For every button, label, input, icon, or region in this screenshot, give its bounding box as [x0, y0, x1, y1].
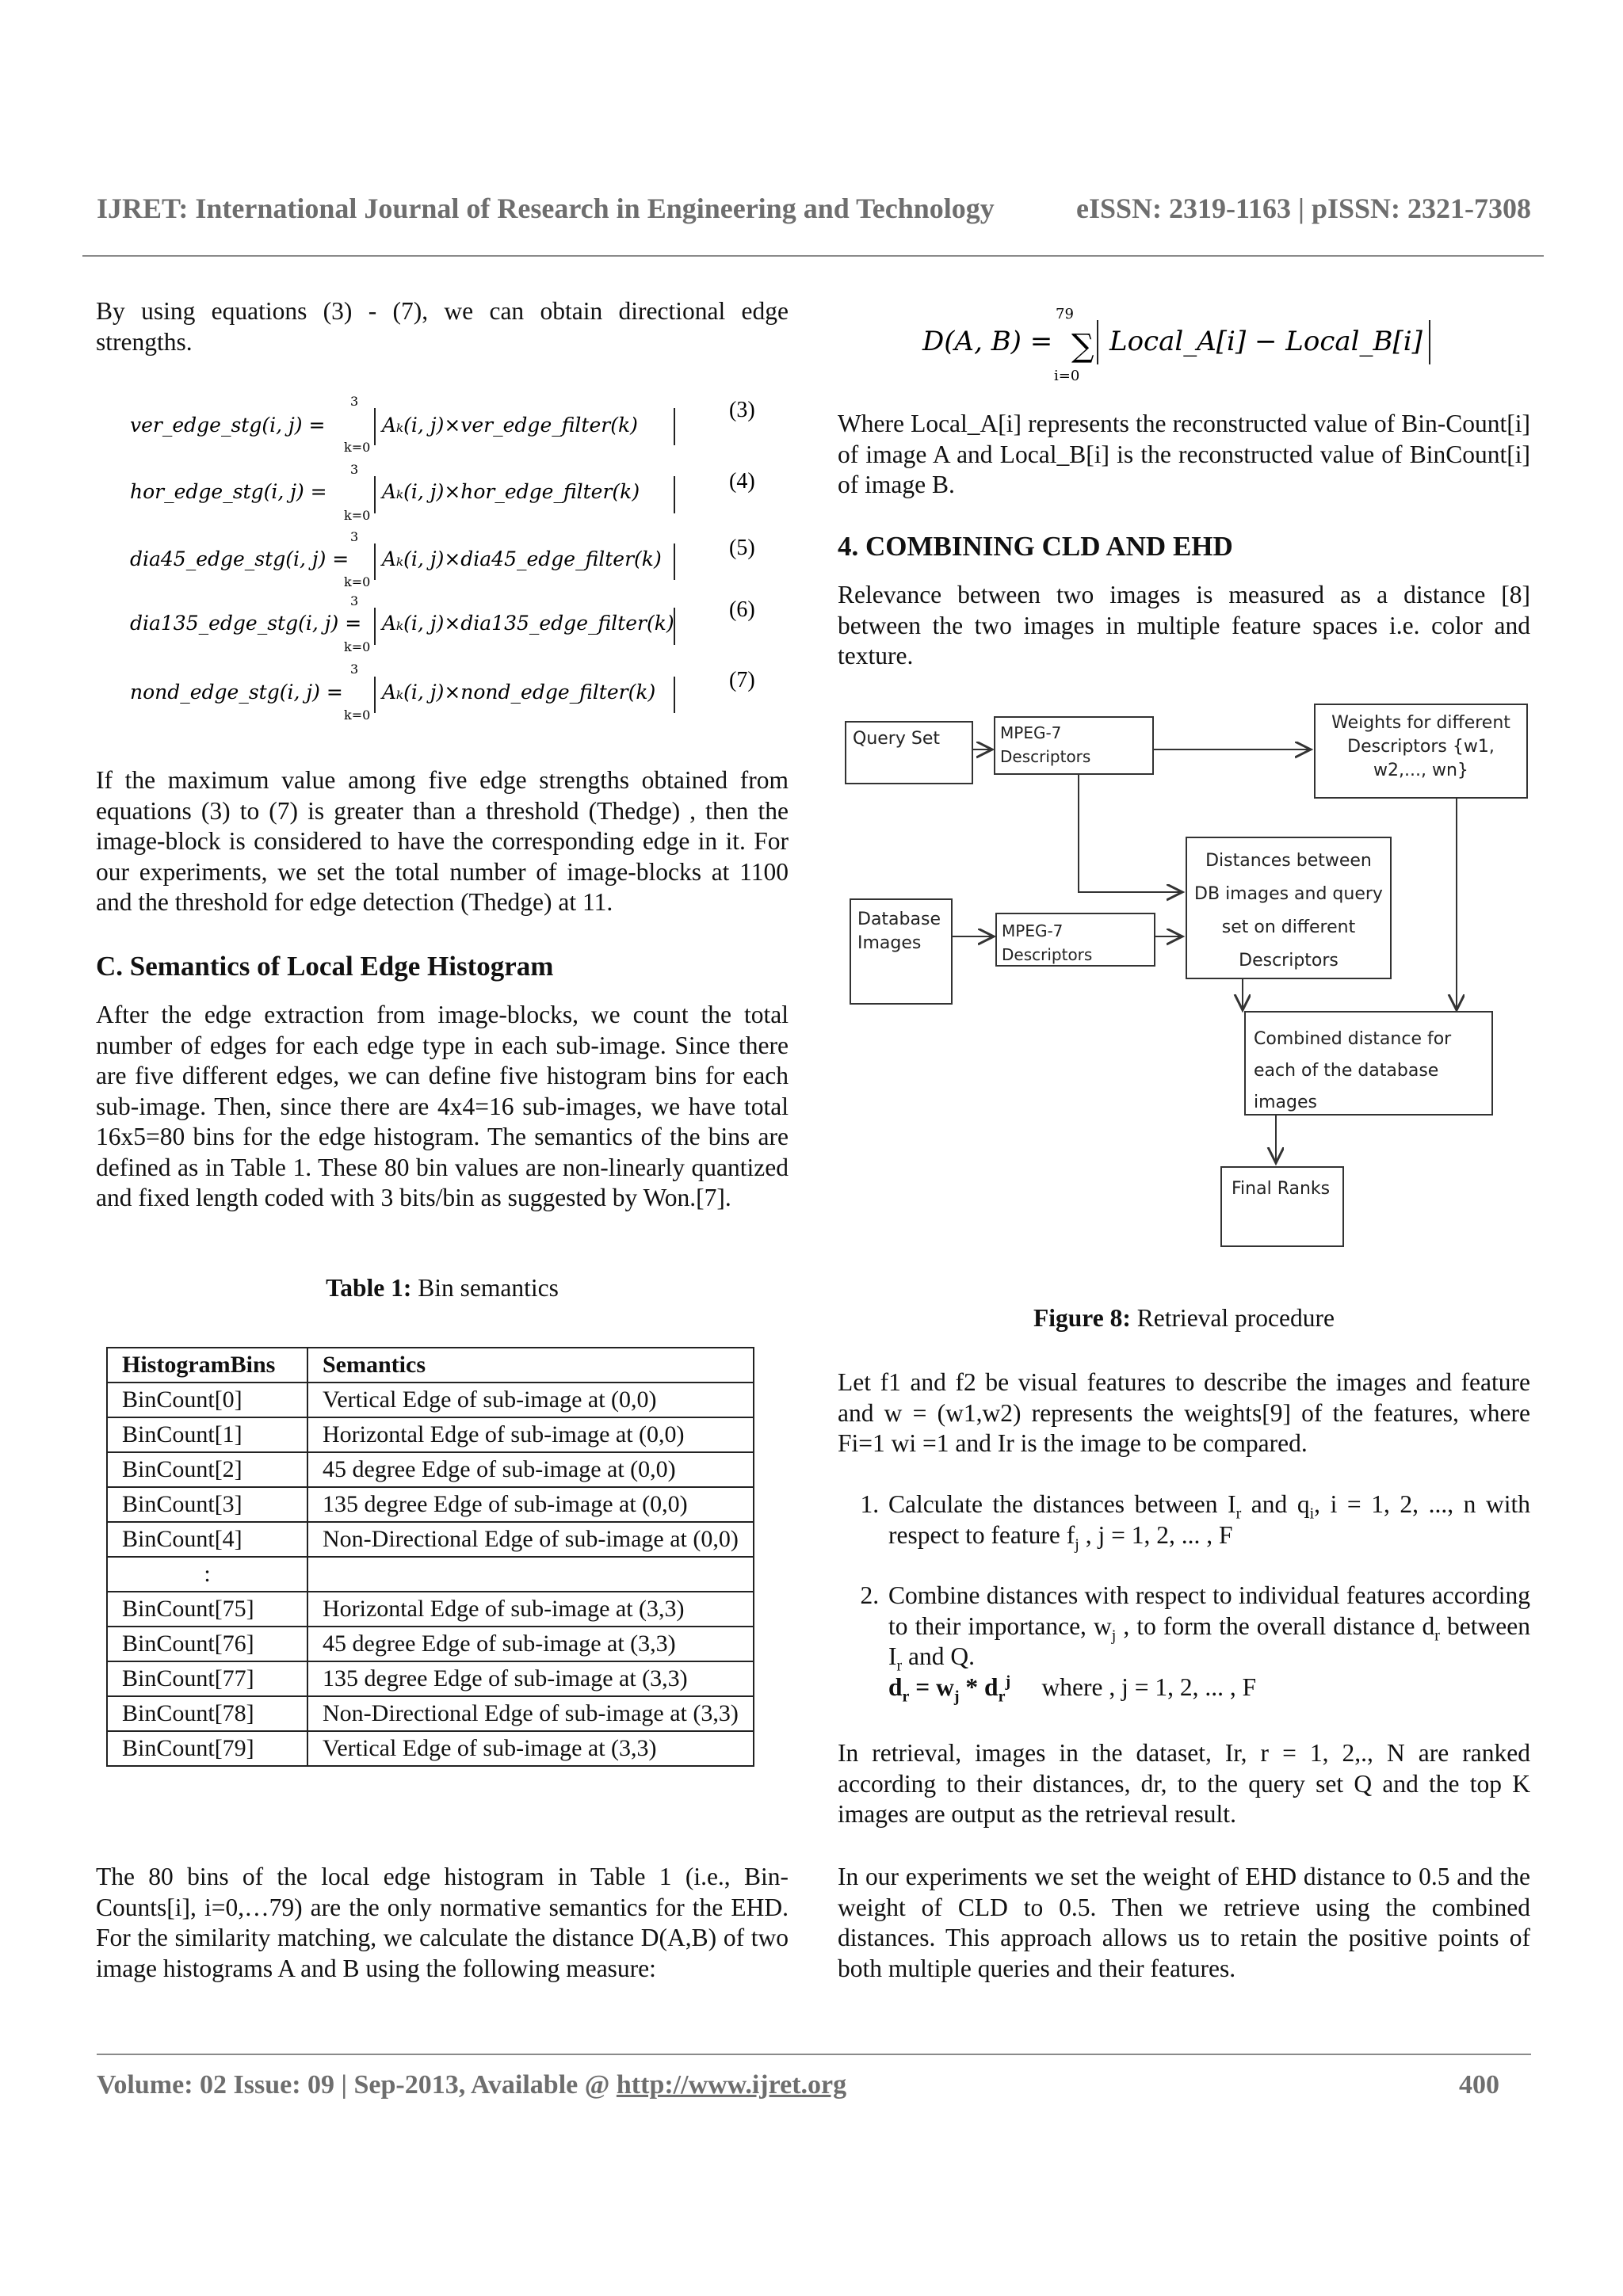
bin-name-cell: BinCount[2]	[107, 1452, 307, 1487]
eq5-sum-upper: 3	[350, 529, 359, 544]
bin-name-cell: BinCount[3]	[107, 1487, 307, 1522]
step1-sub-i: i	[1309, 1505, 1315, 1523]
combined-distance-label: Combined distance for each of the database images	[1254, 1029, 1452, 1112]
eq6-number: (6)	[729, 597, 755, 622]
arrow-mpeg-top-to-distances	[1079, 767, 1182, 892]
steps-list	[838, 1489, 1530, 1703]
eq4-number: (4)	[729, 469, 755, 494]
eq7-number: (7)	[729, 668, 755, 692]
step1-text-c: , i = 1, 2, ..., n with respect to feature f	[888, 1490, 1530, 1549]
weights-label: Weights for different Descriptors {w1, w2,..., wn}	[1331, 713, 1510, 780]
formula-d: d	[888, 1672, 903, 1701]
equation-3	[130, 394, 755, 455]
step2-text-d: and Q.	[902, 1642, 976, 1670]
semantics-cell: Non-Directional Edge of sub-image at (3,3)	[307, 1696, 754, 1731]
eq4-lhs: hor_edge_stg(i, j) =	[130, 480, 327, 503]
eq7-sum-lower: k=0	[344, 707, 371, 723]
distance-eq-lower: i=0	[1054, 368, 1080, 384]
eq6-rhs: Aₖ(i, j)×dia135_edge_filter(k)	[382, 612, 674, 635]
eq5-lhs: dia45_edge_stg(i, j) =	[130, 547, 349, 570]
footer-volume-text: Volume: 02 Issue: 09 | Sep-2013, Available @	[97, 2070, 617, 2100]
measure-paragraph: The 80 bins of the local edge histogram in Table 1 (i.e., Bin-Counts[i], i=0,…79) are the only normative semantics for the EHD. For the similarity matching, we calculate the distance D(A,B) of two image histograms A and B using the following measure:	[96, 1863, 789, 1982]
journal-title: IJRET: International Journal of Research in Engineering and Technology	[97, 193, 995, 224]
page-number: 400	[1459, 2070, 1499, 2100]
retrieval-paragraph: In retrieval, images in the dataset, Ir, r = 1, 2,., N are ranked according to their distances, dr, to the query set Q and the top K images are output as the retrieval result.	[838, 1739, 1530, 1828]
bin-name-cell: BinCount[76]	[107, 1627, 307, 1661]
distance-eq-lhs: D(A, B) =	[922, 326, 1053, 357]
eq6-lhs: dia135_edge_stg(i, j) =	[130, 612, 362, 635]
combined-distance-box	[1244, 1011, 1493, 1116]
equation-5	[130, 529, 755, 589]
intro-paragraph: By using equations (3) - (7), we can obtain directional edge strengths.	[96, 297, 789, 356]
eq5-sum-lower: k=0	[344, 574, 371, 589]
mpeg7-descriptors-bottom-box	[995, 913, 1155, 967]
formula-star: * d	[959, 1672, 999, 1701]
semantics-paragraph: After the edge extraction from image-blocks, we count the total number of edges for each edge type in each sub-image. Since there are five different edges, we can define five histogram bins for each sub-image. Then, since there are 4x4=16 sub-images, we have total 16x5=80 bins for the edge histogram. The semantics of the bins are defined as in Table 1. These 80 bin values are non-linearly quantized and fixed length coded with 3 bits/bin as suggested by Won.[7].	[96, 1001, 789, 1211]
journal-link[interactable]: http://www.ijret.org	[616, 2070, 847, 2100]
step2-text-c: between I	[888, 1611, 1530, 1670]
bin-name-cell: BinCount[77]	[107, 1661, 307, 1696]
equation-4	[130, 462, 755, 523]
step1-sub-j: j	[1075, 1535, 1079, 1553]
section-c-heading: C. Semantics of Local Edge Histogram	[96, 951, 554, 982]
eq3-sum-upper: 3	[350, 394, 359, 409]
semantics-cell: Vertical Edge of sub-image at (0,0)	[307, 1383, 754, 1417]
distance-eq-sigma: ∑	[1071, 328, 1094, 364]
table-header-semantics: Semantics	[307, 1348, 754, 1383]
retrieval-procedure-figure	[838, 697, 1536, 1260]
distance-eq-rhs: Local_A[i] − Local_B[i]	[1109, 326, 1423, 357]
eq5-number: (5)	[729, 536, 755, 560]
features-paragraph: Let f1 and f2 be visual features to describe the images and feature and w = (w1,w2) represents the weights[9] of the features, where Fi=1 wi =1 and Ir is the image to be compared.	[838, 1368, 1530, 1457]
semantics-cell: Horizontal Edge of sub-image at (0,0)	[307, 1417, 754, 1452]
final-ranks-box	[1220, 1166, 1344, 1247]
weights-paragraph: In our experiments we set the weight of EHD distance to 0.5 and the weight of CLD to 0.5. Then we retrieve using the combined distances. This approach allows us to retain the positive points of both multiple queries and their features.	[838, 1863, 1530, 1982]
combine-formula: $d_r = w_j * d_r^j$ where , j = 1, 2, ... , F	[888, 1672, 1257, 1705]
step2-sub-r: r	[1434, 1626, 1440, 1644]
local-definition-paragraph: Where Local_A[i] represents the reconstructed value of Bin-Count[i] of image A and Local_B[i] is the reconstructed value of BinCount[i] of image B.	[838, 410, 1530, 498]
figure-caption-text: Retrieval procedure	[1136, 1304, 1335, 1332]
table-row	[107, 1452, 754, 1487]
table-row	[107, 1661, 754, 1696]
header-rule	[82, 255, 1544, 257]
equation-7	[130, 662, 755, 723]
step-1	[885, 1489, 1530, 1553]
eq3-number: (3)	[729, 398, 755, 422]
query-set-label: Query Set	[853, 729, 940, 749]
table-row	[107, 1627, 754, 1661]
edge-equations-svg	[127, 388, 761, 737]
semantics-cell: 45 degree Edge of sub-image at (3,3)	[307, 1627, 754, 1661]
bin-name-cell: BinCount[79]	[107, 1731, 307, 1766]
eq3-rhs: Aₖ(i, j)×ver_edge_filter(k)	[382, 414, 638, 437]
step2-text-b: , to form the overall distance d	[1116, 1611, 1435, 1640]
bin-name-cell: BinCount[78]	[107, 1696, 307, 1731]
table-row	[107, 1557, 754, 1592]
step1-sub-r: r	[1235, 1505, 1242, 1523]
weights-box	[1314, 704, 1528, 799]
edge-equations	[127, 388, 761, 737]
eq4-rhs: Aₖ(i, j)×hor_edge_filter(k)	[382, 480, 640, 503]
step1-text-a: Calculate the distances between I	[888, 1490, 1236, 1518]
table-row	[107, 1383, 754, 1417]
issn: eISSN: 2319-1163 | pISSN: 2321-7308	[1076, 193, 1531, 224]
query-set-box	[845, 721, 973, 784]
eq4-sum-upper: 3	[350, 462, 359, 477]
bin-semantics-table	[106, 1347, 754, 1767]
mpeg7-bottom-label: MPEG-7 Descriptors	[1002, 921, 1093, 964]
table-row	[107, 1522, 754, 1557]
footer-volume	[97, 2070, 846, 2100]
table-header-bins: HistogramBins	[107, 1348, 307, 1383]
bin-semantics-table-wrap	[106, 1347, 754, 1767]
semantics-cell	[307, 1557, 754, 1592]
eq6-sum-upper: 3	[350, 593, 359, 608]
eq3-lhs: ver_edge_stg(i, j) =	[130, 414, 326, 437]
eq4-sum-lower: k=0	[344, 508, 371, 523]
step-2	[885, 1581, 1530, 1703]
eq6-sum-lower: k=0	[344, 639, 371, 654]
distance-eq-upper: 79	[1056, 306, 1074, 322]
footer-rule	[97, 2054, 1531, 2055]
semantics-cell: Non-Directional Edge of sub-image at (0,0)	[307, 1522, 754, 1557]
running-header	[97, 192, 1531, 225]
step1-text-d: , j = 1, 2, ... , F	[1079, 1520, 1233, 1549]
eq7-sum-upper: 3	[350, 662, 359, 677]
table-row	[107, 1696, 754, 1731]
table-caption	[96, 1274, 789, 1302]
bin-name-cell: :	[107, 1557, 307, 1592]
bin-name-cell: BinCount[1]	[107, 1417, 307, 1452]
step2-text-a: Combine distances with respect to individual features according to their importance, w	[888, 1581, 1530, 1640]
step2-sub-r2: r	[896, 1657, 903, 1675]
eq3-sum-lower: k=0	[344, 440, 371, 455]
figure-caption-label: Figure 8:	[1033, 1304, 1131, 1332]
table-caption-label: Table 1:	[326, 1274, 412, 1302]
bin-name-cell: BinCount[4]	[107, 1522, 307, 1557]
semantics-cell: 45 degree Edge of sub-image at (0,0)	[307, 1452, 754, 1487]
semantics-cell: 135 degree Edge of sub-image at (3,3)	[307, 1661, 754, 1696]
mpeg7-descriptors-top-box	[994, 716, 1154, 775]
semantics-cell: Horizontal Edge of sub-image at (3,3)	[307, 1592, 754, 1627]
semantics-cell: Vertical Edge of sub-image at (3,3)	[307, 1731, 754, 1766]
table-row	[107, 1731, 754, 1766]
eq5-rhs: Aₖ(i, j)×dia45_edge_filter(k)	[382, 547, 662, 570]
eq7-rhs: Aₖ(i, j)×nond_edge_filter(k)	[382, 681, 656, 704]
step2-sub-j: j	[1111, 1626, 1117, 1644]
distance-equation	[919, 301, 1442, 388]
table-row	[107, 1487, 754, 1522]
equation-6	[130, 593, 755, 654]
eq7-lhs: nond_edge_stg(i, j) =	[130, 681, 343, 704]
running-footer	[97, 2070, 1531, 2100]
section-4-heading: 4. COMBINING CLD AND EHD	[838, 531, 1233, 562]
formula-eq: = w	[909, 1672, 954, 1701]
table-row	[107, 1592, 754, 1627]
database-images-label: Database Images	[857, 910, 941, 953]
final-ranks-label: Final Ranks	[1232, 1179, 1331, 1199]
bin-name-cell: BinCount[0]	[107, 1383, 307, 1417]
procedure-steps	[838, 1489, 1530, 1703]
step1-text-b: and q	[1241, 1490, 1310, 1518]
distance-equation-svg	[919, 301, 1442, 388]
database-images-box	[850, 898, 953, 1005]
figure-caption	[838, 1304, 1530, 1333]
table-caption-text: Bin semantics	[418, 1274, 559, 1302]
table-row	[107, 1417, 754, 1452]
formula-where: where , j = 1, 2, ... , F	[1041, 1672, 1257, 1701]
table-body	[107, 1383, 754, 1766]
bin-name-cell: BinCount[75]	[107, 1592, 307, 1627]
threshold-paragraph: If the maximum value among five edge strengths obtained from equations (3) to (7) is greater than a threshold (Thedge) , then the image-block is considered to have the corresponding edge in it. For our experiments, we set the total number of image-blocks at 1100 and the threshold for edge detection (Thedge) at 11.	[96, 766, 789, 916]
distances-label: Distances between DB images and query set on different Descriptors	[1194, 851, 1383, 971]
distances-box	[1186, 837, 1392, 979]
relevance-paragraph: Relevance between two images is measured as a distance [8] between the two images in multiple feature spaces i.e. color and texture.	[838, 581, 1530, 669]
semantics-cell: 135 degree Edge of sub-image at (0,0)	[307, 1487, 754, 1522]
mpeg7-top-label: MPEG-7 Descriptors	[1000, 723, 1091, 766]
